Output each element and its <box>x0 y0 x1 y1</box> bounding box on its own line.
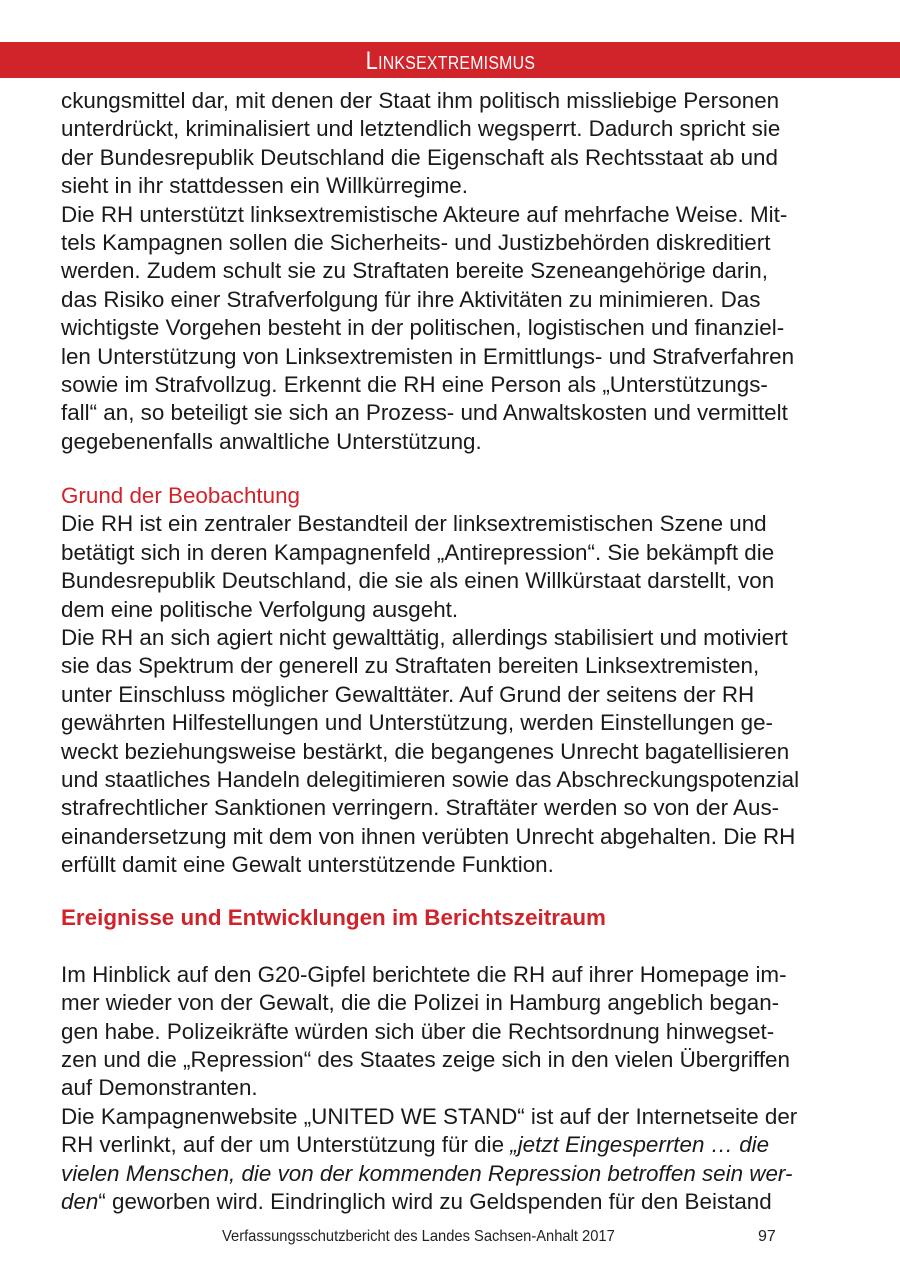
text-line: mer wieder von der Gewalt, die die Polizei in Hamburg angeblich began- <box>61 990 780 1016</box>
footer-title: Verfassungsschutzbericht des Landes Sachsen-Anhalt 2017 <box>222 1228 615 1245</box>
quote-italic: vielen Menschen, die von der kommenden Repression betroffen sein wer- <box>61 1160 793 1186</box>
text-line: weckt beziehungsweise bestärkt, die begangenes Unrecht bagatellisieren <box>61 738 790 764</box>
text-line: fall“ an, so beteiligt sie sich an Prozess- und Anwaltskosten und vermittelt <box>61 400 788 426</box>
text-line: und staatliches Handeln delegitimieren sowie das Abschreckungspotenzial <box>61 766 800 792</box>
section-heading: Ereignisse und Entwicklungen im Berichtszeitraum <box>61 905 606 930</box>
text-line: Die RH unterstützt linksextremistische Akteure auf mehrfache Weise. Mit- <box>61 201 788 227</box>
text-line <box>61 1131 797 1159</box>
text-line: unterdrückt, kriminalisiert und letztendlich wegsperrt. Dadurch spricht sie <box>61 116 781 142</box>
text-line: gegebenenfalls anwaltliche Unterstützung. <box>61 428 482 454</box>
text-line <box>61 932 797 960</box>
text-line: gewährten Hilfestellungen und Unterstützung, werden Einstellungen ge- <box>61 710 773 736</box>
section-title: Linksextremismus <box>365 47 535 75</box>
text-line: Bundesrepublik Deutschland, die sie als einen Willkürstaat darstellt, von <box>61 568 775 594</box>
text-line: einandersetzung mit dem von ihnen verübten Unrecht abgehalten. Die RH <box>61 823 796 849</box>
text-line: sowie im Strafvollzug. Erkennt die RH eine Person als „Unterstützungs- <box>61 371 768 397</box>
text-line: erfüllt damit eine Gewalt unterstützende Funktion. <box>61 852 554 878</box>
text-line: wichtigste Vorgehen besteht in der politischen, logistischen und finanziel- <box>61 315 785 341</box>
quote-italic: den <box>61 1188 99 1214</box>
text-line: strafrechtlicher Sanktionen verringern. Straftäter werden so von der Aus- <box>61 795 780 821</box>
text-line: Die Kampagnenwebsite „UNITED WE STAND“ ist auf der Internetseite der <box>61 1103 798 1129</box>
section-heading: Grund der Beobachtung <box>61 483 301 508</box>
section-header-bar <box>0 42 900 78</box>
page-number: 97 <box>758 1228 776 1245</box>
text-line: Im Hinblick auf den G20-Gipfel berichtete die RH auf ihrer Homepage im- <box>61 961 787 987</box>
text-line: betätigt sich in deren Kampagnenfeld „Antirepression“. Sie bekämpft die <box>61 539 775 565</box>
text-span: “ geworben wird. Eindringlich wird zu Geldspenden für den Beistand <box>98 1188 772 1214</box>
text-line: dem eine politische Verfolgung ausgeht. <box>61 596 459 622</box>
text-line: sie das Spektrum der generell zu Straftaten bereiten Linksextremisten, <box>61 653 760 679</box>
text-line: Die RH an sich agiert nicht gewalttätig, allerdings stabilisiert und motiviert <box>61 624 788 650</box>
text-line <box>61 1188 797 1216</box>
text-line: sieht in ihr stattdessen ein Willkürregime. <box>61 173 468 199</box>
text-line: werden. Zudem schult sie zu Straftaten bereite Szeneangehörige darin, <box>61 258 768 284</box>
text-line: das Risiko einer Strafverfolgung für ihre Aktivitäten zu minimieren. Das <box>61 286 761 312</box>
text-span: RH verlinkt, auf der um Unterstützung für die <box>61 1132 511 1158</box>
text-line: len Unterstützung von Linksextremisten in Ermittlungs- und Strafverfahren <box>61 343 795 369</box>
paragraph-intro <box>61 87 794 456</box>
text-line: zen und die „Repression“ des Staates zeige sich in den vielen Übergriffen <box>61 1046 790 1072</box>
text-line: gen habe. Polizeikräfte würden sich über die Rechtsordnung hinwegset- <box>61 1018 775 1044</box>
text-line: auf Demonstranten. <box>61 1075 258 1101</box>
text-line: tels Kampagnen sollen die Sicherheits- und Justizbehörden diskreditiert <box>61 229 771 255</box>
text-line: ckungsmittel dar, mit denen der Staat ihm politisch missliebige Personen <box>61 88 780 113</box>
quote-italic: „jetzt Eingesperrten … die <box>510 1132 770 1158</box>
text-line: Die RH ist ein zentraler Bestandteil der linksextremistischen Szene und <box>61 511 767 537</box>
text-line <box>61 1160 797 1188</box>
text-line: der Bundesrepublik Deutschland die Eigenschaft als Rechtsstaat ab und <box>61 144 778 170</box>
section-ereignisse <box>61 904 797 1216</box>
section-grund-der-beobachtung <box>61 482 799 879</box>
text-line: unter Einschluss möglicher Gewalttäter. Auf Grund der seitens der RH <box>61 681 755 707</box>
